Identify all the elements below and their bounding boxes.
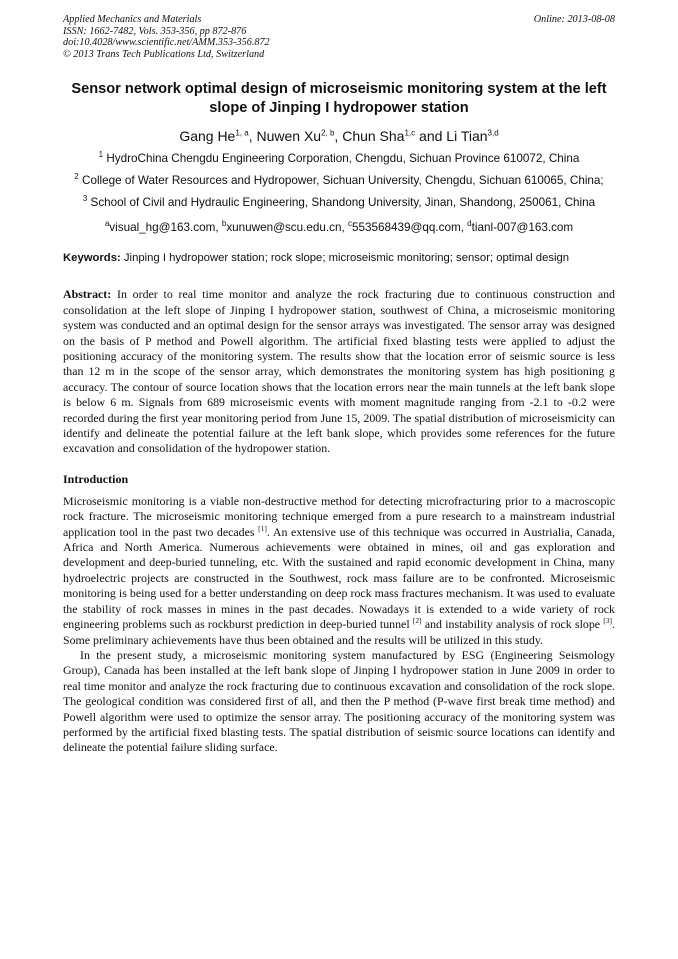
affiliation-2 bbox=[63, 173, 615, 188]
keywords-label: Keywords: bbox=[63, 252, 121, 265]
email-sup: b bbox=[221, 219, 227, 229]
author-affil-sup: 1, a bbox=[235, 128, 249, 138]
abstract-label: Abstract: bbox=[63, 287, 112, 302]
author-list bbox=[63, 127, 615, 145]
abstract-text: In order to real time monitor and analyze the rock fracturing due to continuous construction and consolidation at the left slope of Jinping I hydropower station, southwest of China, a microseismic monitoring system was conducted and an optimal design for the sensor arrays was investigated. The sensor array was designed on the basis of P method and Powell algorithm. The artificial fixed blasting tests were applied to adjust the positioning accuracy of the monitoring system. The results show that the location error of seismic source is less than 12 m in the scope of the sensor array, which demonstrates the monitoring system has high positioning g accuracy. The contour of source location shows that the location errors near the main tunnels at the left bank slope is below 6 m. Signals from 689 microseismic events with moment magnitude ranging from -2.1 to -0.2 were recorded during the first year monitoring period from June 15, 2009. The spatial distribution of microseismicity can identify and delineate the potential failure at the left bank slope, which provides some references for the future excavation and consolidation of the hydropower station. bbox=[63, 287, 615, 456]
author-name: Chun Sha bbox=[342, 128, 405, 145]
citation-ref[interactable]: [2] bbox=[412, 616, 422, 626]
email-link[interactable]: visual_hg@163.com, bbox=[109, 221, 222, 235]
abstract-block bbox=[63, 287, 615, 456]
author-name: Nuwen Xu bbox=[256, 128, 322, 145]
affiliation-text: College of Water Resources and Hydropower, Sichuan University, Chengdu, Sichuan 610065, China; bbox=[82, 174, 604, 188]
email-link[interactable]: 553568439@qq.com, bbox=[351, 221, 468, 235]
affiliation-1 bbox=[63, 151, 615, 166]
journal-header bbox=[63, 14, 615, 60]
author-sep: , bbox=[334, 128, 343, 145]
email-link[interactable]: tianl-007@163.com bbox=[471, 221, 574, 235]
paragraph-text: . An extensive use of this technique was occurred in Austrialia, Canada, Africa and North America. Numerous achievements were obtained in mines, oil and gas exploration and development and deep-buried tunneling, etc. With the sustained and rapid economic development in China, many hydroelectric projects are constructed in the Southwest, rock mass failure are to be confronted. Microseismic monitoring is being used for a better understanding on deep rock mass fractures mechanism. It was used to evaluate the stability of rock masses in mines in the past decades. Nowadays it is extended to a wide variety of rock engineering problems such as rockburst prediction in deep-buried tunnel bbox=[63, 524, 615, 632]
doi-line: doi:10.4028/www.scientific.net/AMM.353-356.872 bbox=[63, 37, 270, 49]
affiliation-3 bbox=[63, 195, 615, 210]
intro-paragraph-2: In the present study, a microseismic monitoring system manufactured by ESG (Engineering Seismology Group), Canada has been installed at the left bank slope of Jinping I hydropower station in June 2009 in order to real time monitor and analyze the rock fracturing due to continuous excavation and consolidation of the rock slope. The geological condition was considered first of all, and then the P method (P-wave first break time method) and Powell algorithm were used to optimize the sensor array. The positioning accuracy of the monitoring system was performed by the artificial fixed blasting tests. The spatial distribution of seismic source locations can identify and delineate the potential failure sliding surface. bbox=[63, 647, 615, 755]
citation-ref[interactable]: [3] bbox=[603, 616, 613, 626]
paragraph-text: and instability analysis of rock slope bbox=[421, 617, 604, 632]
author-affil-sup: 3,d bbox=[487, 128, 499, 138]
email-link[interactable]: xunuwen@scu.edu.cn, bbox=[226, 221, 348, 235]
paragraph-text: . Some preliminary achievements have thus been obtained and the results will be utilized in this study. bbox=[63, 617, 615, 647]
affiliation-text: School of Civil and Hydraulic Engineering, Shandong University, Jinan, Shandong, 250061, China bbox=[90, 196, 596, 210]
affiliation-text: HydroChina Chengdu Engineering Corporation, Chengdu, Sichuan Province 610072, China bbox=[106, 152, 580, 166]
email-sup: a bbox=[104, 219, 110, 229]
keywords-text: Jinping I hydropower station; rock slope; microseismic monitoring; sensor; optimal design bbox=[123, 252, 570, 265]
affiliation-sup: 3 bbox=[82, 194, 88, 204]
keywords-block bbox=[63, 251, 615, 266]
email-list bbox=[63, 220, 615, 235]
author-sep: , bbox=[248, 128, 257, 145]
affiliation-sup: 1 bbox=[98, 150, 104, 160]
author-name: Li Tian bbox=[446, 128, 488, 145]
email-sup: c bbox=[347, 219, 352, 229]
intro-paragraph-1 bbox=[63, 494, 615, 648]
email-sup: d bbox=[467, 219, 472, 229]
author-name: Gang He bbox=[179, 128, 236, 145]
affiliation-sup: 2 bbox=[74, 172, 79, 182]
journal-name: Applied Mechanics and Materials bbox=[63, 14, 202, 25]
author-affil-sup: 2, b bbox=[321, 128, 335, 138]
paragraph-text: Microseismic monitoring is a viable non-destructive method for detecting microfracturing prior to a macroscopic rock fracture. The microseismic monitoring technique emerged from a pure research to a mainstream industrial application tool in the past two decades bbox=[63, 493, 615, 539]
author-sep: and bbox=[415, 128, 447, 145]
author-affil-sup: 1,c bbox=[404, 128, 416, 138]
copyright-line: © 2013 Trans Tech Publications Ltd, Switzerland bbox=[63, 48, 265, 60]
section-heading-introduction: Introduction bbox=[63, 471, 129, 486]
issn-line: ISSN: 1662-7482, Vols. 353-356, pp 872-876 bbox=[63, 25, 247, 37]
paper-title: Sensor network optimal design of microseismic monitoring system at the left slope of Jinping I hydropower station bbox=[71, 81, 607, 116]
citation-ref[interactable]: [1] bbox=[258, 523, 267, 533]
online-date: Online: 2013-08-08 bbox=[533, 14, 615, 25]
